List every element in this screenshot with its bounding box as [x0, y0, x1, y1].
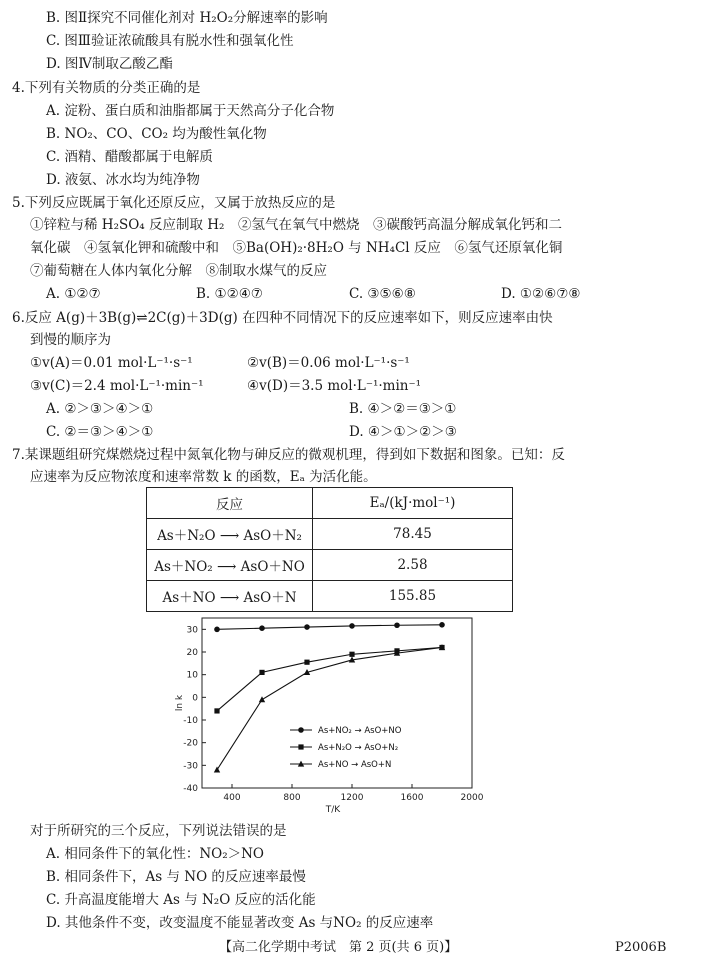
q5-stem: 5.下列反应既属于氧化还原反应，又属于放热反应的是 [12, 195, 336, 211]
y-tick-label: -40 [183, 784, 198, 794]
q4-option-a: A. 淀粉、蛋白质和油脂都属于天然高分子化合物 [46, 103, 335, 119]
q7-sub-stem: 对于所研究的三个反应，下列说法错误的是 [30, 823, 287, 839]
q4-option-d: D. 液氨、冰水均为纯净物 [46, 172, 200, 188]
data-point [304, 660, 309, 665]
table-row [147, 581, 513, 612]
ln-k-vs-t-chart [170, 612, 484, 818]
data-point [349, 623, 355, 629]
q7-stem-line1: 7.某课题组研究煤燃烧过程中氮氧化物与砷反应的微观机理，得到如下数据和图象。已知：反 [12, 447, 565, 463]
data-point [304, 624, 310, 630]
q7-stem-line2: 应速率为反应物浓度和速率常数 k 的函数，Eₐ 为活化能。 [30, 469, 377, 485]
data-point [349, 652, 354, 657]
table-header-row [147, 488, 513, 519]
table-cell: 155.85 [313, 581, 513, 612]
q7-option-a: A. 相同条件下的氧化性：NO₂＞NO [46, 846, 265, 862]
q6-rate3: ③v(C)＝2.4 mol·L⁻¹·min⁻¹ [30, 378, 204, 394]
q5-items-line3: ⑦葡萄糖在人体内氧化分解 ⑧制取水煤气的反应 [30, 263, 327, 279]
q5-option-a: A. ①②⑦ [46, 286, 101, 302]
q6-rate4: ④v(D)＝3.5 mol·L⁻¹·min⁻¹ [247, 378, 422, 394]
table-header: 反应 [147, 488, 313, 519]
legend-label: As+NO → AsO+N [318, 760, 392, 770]
q5-items-line2: 氧化碳 ④氢氧化钾和硫酸中和 ⑤Ba(OH)₂·8H₂O 与 NH₄Cl 反应 ⑥氢气还原氧化铜 [30, 240, 563, 256]
q6-stem-line1: 6.反应 A(g)＋3B(g)⇌2C(g)＋3D(g) 在四种不同情况下的反应速率如下，则反应速率由快 [12, 310, 553, 326]
x-axis-label: T/K [325, 805, 341, 815]
q3-option-d: D. 图Ⅳ制取乙酸乙酯 [46, 56, 173, 72]
y-tick-label: -20 [183, 738, 198, 749]
y-axis-label: ln k [175, 694, 185, 712]
q4-option-b: B. NO₂、CO、CO₂ 均为酸性氧化物 [46, 126, 267, 142]
data-point [259, 625, 265, 631]
table-cell: 78.45 [313, 519, 513, 550]
data-point [439, 622, 445, 628]
data-point [259, 670, 264, 675]
q6-option-b: B. ④＞②＝③＞① [349, 401, 457, 417]
q6-option-d: D. ④＞①＞②＞③ [349, 424, 457, 440]
q7-option-b: B. 相同条件下，As 与 NO 的反应速率最慢 [46, 869, 306, 885]
legend-marker [298, 727, 304, 733]
x-tick-label: 800 [283, 793, 301, 803]
table-row [147, 550, 513, 581]
table-row [147, 519, 513, 550]
q6-option-c: C. ②＝③＞④＞① [46, 424, 154, 440]
y-tick-label: 30 [186, 625, 198, 636]
y-tick-label: 20 [186, 648, 198, 658]
legend-label: As+NO₂ → AsO+NO [318, 726, 402, 736]
q5-option-d: D. ①②⑥⑦⑧ [501, 286, 581, 302]
q7-option-d: D. 其他条件不变，改变温度不能显著改变 As 与NO₂ 的反应速率 [46, 915, 434, 931]
y-tick-label: -10 [183, 716, 198, 726]
page-footer: 【高二化学期中考试 第 2 页(共 6 页)】 [219, 940, 458, 955]
data-point [214, 627, 220, 633]
legend-marker [298, 744, 303, 749]
y-tick-label: 0 [192, 693, 198, 704]
data-point [214, 708, 219, 713]
q6-stem-line2: 到慢的顺序为 [30, 332, 111, 348]
q6-rate2: ②v(B)＝0.06 mol·L⁻¹·s⁻¹ [247, 355, 410, 371]
y-tick-label: 10 [186, 670, 198, 681]
paper-code: P2006B [615, 940, 667, 955]
q4-option-c: C. 酒精、醋酸都属于电解质 [46, 149, 213, 165]
table-cell: As＋NO₂ ⟶ AsO＋NO [147, 550, 313, 581]
x-tick-label: 400 [223, 793, 241, 803]
q4-stem: 4.下列有关物质的分类正确的是 [12, 80, 201, 96]
series-line [217, 625, 442, 630]
q3-option-b: B. 图Ⅱ探究不同催化剂对 H₂O₂分解速率的影响 [46, 10, 328, 26]
q6-rate1: ①v(A)＝0.01 mol·L⁻¹·s⁻¹ [30, 355, 193, 371]
q5-items-line1: ①锌粒与稀 H₂SO₄ 反应制取 H₂ ②氢气在氧气中燃烧 ③碳酸钙高温分解成氧化钙和二 [30, 217, 562, 233]
q5-option-c: C. ③⑤⑥⑧ [349, 286, 416, 302]
table-cell: As＋NO ⟶ AsO＋N [147, 581, 313, 612]
activation-energy-table [146, 487, 513, 612]
data-point [259, 696, 265, 702]
q7-option-c: C. 升高温度能增大 As 与 N₂O 反应的活化能 [46, 892, 316, 908]
q6-option-a: A. ②＞③＞④＞① [46, 401, 154, 417]
table-cell: As＋N₂O ⟶ AsO＋N₂ [147, 519, 313, 550]
data-point [394, 622, 400, 628]
q5-option-b: B. ①②④⑦ [196, 286, 263, 302]
x-tick-label: 2000 [460, 793, 484, 803]
legend-label: As+N₂O → AsO+N₂ [318, 743, 399, 753]
table-cell: 2.58 [313, 550, 513, 581]
table-header: Eₐ/(kJ·mol⁻¹) [313, 488, 513, 519]
q3-option-c: C. 图Ⅲ验证浓硫酸具有脱水性和强氧化性 [46, 33, 294, 49]
y-tick-label: -30 [183, 761, 198, 772]
x-tick-label: 1200 [340, 793, 364, 803]
series-line [217, 647, 442, 710]
x-tick-label: 1600 [400, 793, 424, 803]
